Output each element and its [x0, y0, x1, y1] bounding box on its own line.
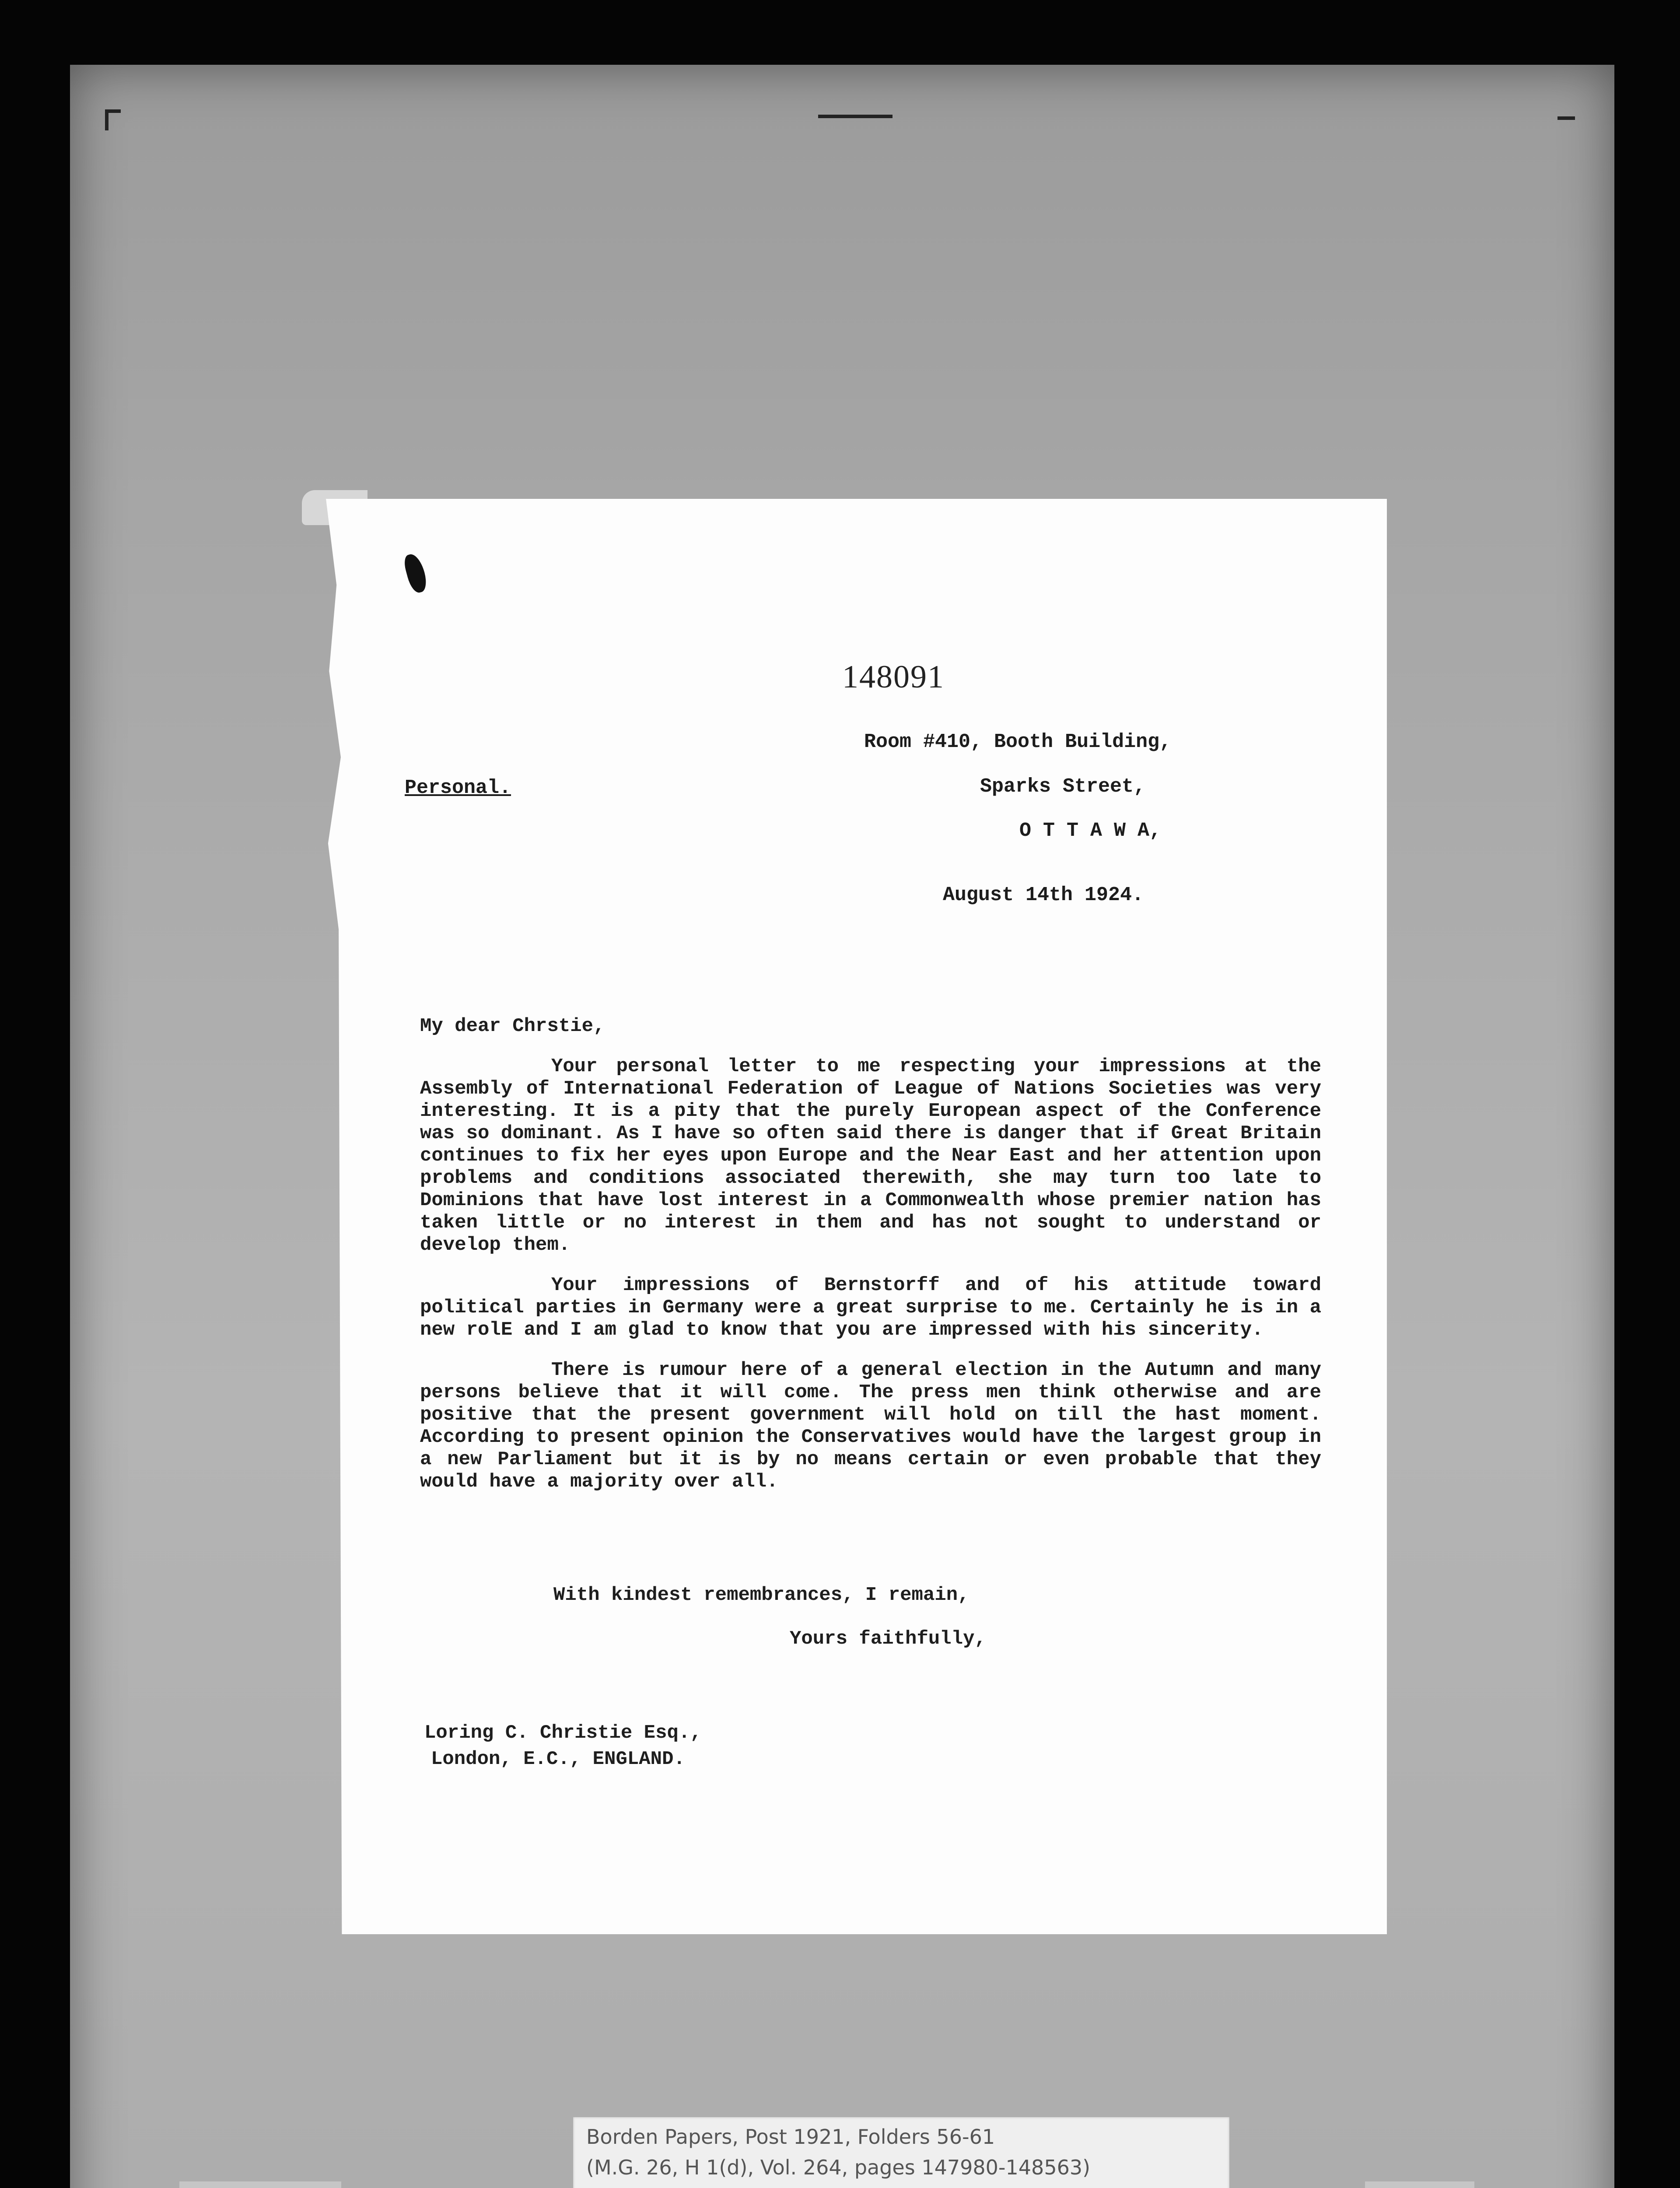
corner-registration-mark	[105, 109, 121, 130]
reference-line-2: (M.G. 26, H 1(d), Vol. 264, pages 147980-148563)	[586, 2156, 1091, 2179]
frame-mark	[818, 115, 892, 118]
letter-date: August 14th 1924.	[943, 884, 1144, 906]
paragraph: Your personal letter to me respecting your impressions at the Assembly of International Federation of League of Nations Societies was very interesting. It is a pity that the purely European aspect of the Conference was so dominant. As I have so often said there is danger that if Great Britain continues to fix her eyes upon Europe and the Near East and her attention upon problems and conditions associated therewith, she may turn too late to Dominions that have lost interest in a Commonwealth whose premier nation has taken little or no interest in them and has not sought to understand or develop them.	[420, 1055, 1321, 1256]
paragraph: Your impressions of Bernstorff and of his attitude toward political parties in Germany were a great surprise to me. Certainly he is in a new rolE and I am glad to know that you are impressed with his sincerity.	[420, 1274, 1321, 1341]
closing-line: With kindest remembrances, I remain,	[553, 1584, 970, 1606]
address-line-1: Room #410, Booth Building,	[864, 731, 1172, 753]
recipient-name: Loring C. Christie Esq.,	[424, 1722, 702, 1744]
salutation: My dear Chrstie,	[420, 1015, 605, 1037]
mounting-tape	[179, 2181, 341, 2188]
personal-heading: Personal.	[405, 777, 511, 799]
reference-line-1: Borden Papers, Post 1921, Folders 56-61	[586, 2125, 995, 2149]
frame-mark	[1558, 116, 1575, 120]
archive-reference-slip	[573, 2117, 1229, 2188]
document-number: 148091	[842, 659, 945, 695]
address-line-3: O T T A W A,	[1019, 820, 1162, 842]
letter-body	[420, 1015, 1321, 1511]
recipient-location: London, E.C., ENGLAND.	[431, 1748, 685, 1770]
address-line-2: Sparks Street,	[980, 775, 1146, 798]
valediction: Yours faithfully,	[790, 1628, 986, 1650]
paragraph: There is rumour here of a general election in the Autumn and many persons believe that it will come. The press men think otherwise and are positive that the present government will hold on till the hast moment. According to present opinion the Conservatives would have the largest group in a new Parliament but it is by no means certain or even probable that they would have a majority over all.	[420, 1359, 1321, 1493]
mounting-tape	[1365, 2181, 1474, 2188]
